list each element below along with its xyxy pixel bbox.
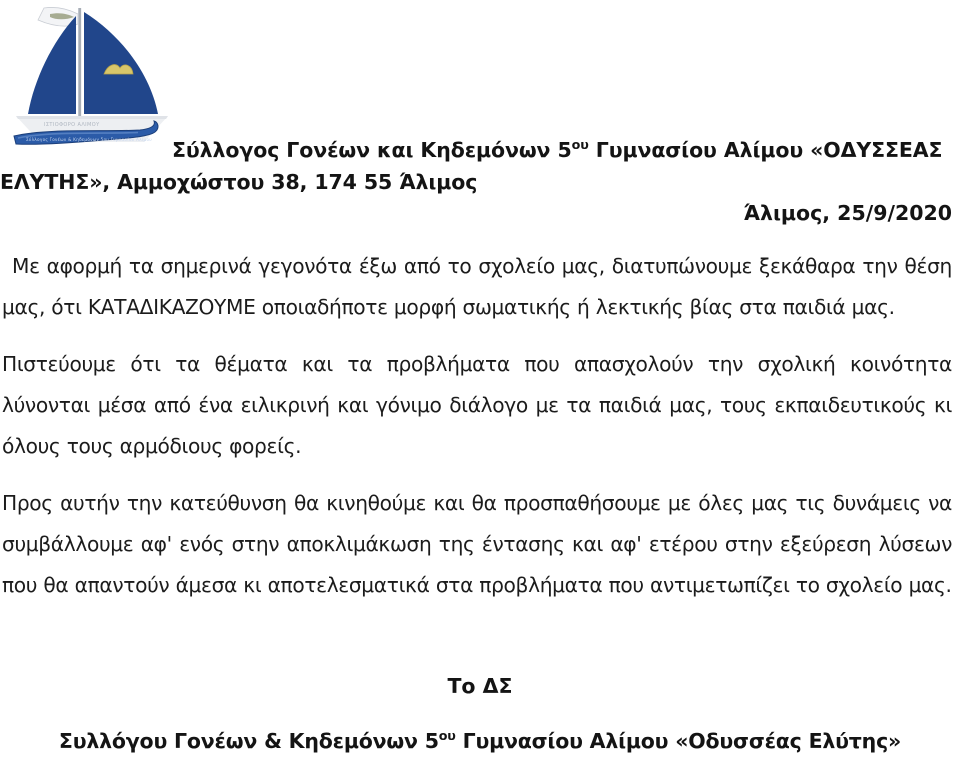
letterhead-suffix: Γυμνασίου Αλίμου «ΟΔΥΣΣΕΑΣ ΕΛΥΤΗΣ», Αμμοχώστου 38, 174 55 Άλιμος [0, 138, 943, 194]
letterhead-prefix: Σύλλογος Γονέων και Κηδεμόνων 5 [172, 138, 572, 162]
letterhead-title [0, 134, 952, 198]
sailboat-logo [8, 2, 176, 154]
paragraph-3: Προς αυτήν την κατεύθυνση θα κινηθούμε και θα προσπαθήσουμε με όλες μας τις δυνάμεις να συμβάλλουμε αφ' ενός στην αποκλιμάκωση της έντασης και αφ' ετέρου στην εξεύρεση λύσεων που θα απαντούν άμεσα κι αποτελεσματικά στα προβλήματα που αντιμετωπίζει το σχολείο μας. [2, 491, 952, 597]
paragraph-1: Με αφορμή τα σημερινά γεγονότα έξω από το σχολείο μας, διατυπώνουμε ξεκάθαρα την θέση μας, ότι ΚΑΤΑΔΙΚΑΖΟΥΜΕ οποιαδήποτε μορφή σωματικής ή λεκτικής βίας στα παιδιά μας. [2, 254, 952, 319]
signature-name-prefix: Συλλόγου Γονέων & Κηδεμόνων 5 [58, 729, 439, 753]
signature-association-name [0, 726, 960, 756]
paragraph-2: Πιστεύουμε ότι τα θέματα και τα προβλήματα που απασχολούν την σχολική κοινότητα λύνονται μέσα από ένα ειλικρινή και γόνιμο διάλογο με τα παιδιά μας, τους εκπαιδευτικούς κι όλους τους αρμόδιους φορείς. [2, 352, 952, 458]
svg-text:ΙΣΤΙΟΦΟΡΟ ΑΛΙΜΟΥ: ΙΣΤΙΟΦΟΡΟ ΑΛΙΜΟΥ [44, 122, 100, 128]
letter-body [2, 246, 952, 606]
signature-name-ordinal: ου [438, 728, 456, 744]
letterhead-ordinal: ου [571, 137, 589, 153]
date-line: Άλιμος, 25/9/2020 [743, 201, 952, 225]
svg-text:Σύλλογος Γονέων & Κηδεμόνων 5ο: Σύλλογος Γονέων & Κηδεμόνων 5ου Γυμνασίου Αλίμου [26, 137, 152, 142]
signature-name-suffix: Γυμνασίου Αλίμου «Οδυσσέας Ελύτης» [455, 729, 902, 753]
signature-board-label: Το ΔΣ [447, 674, 513, 698]
